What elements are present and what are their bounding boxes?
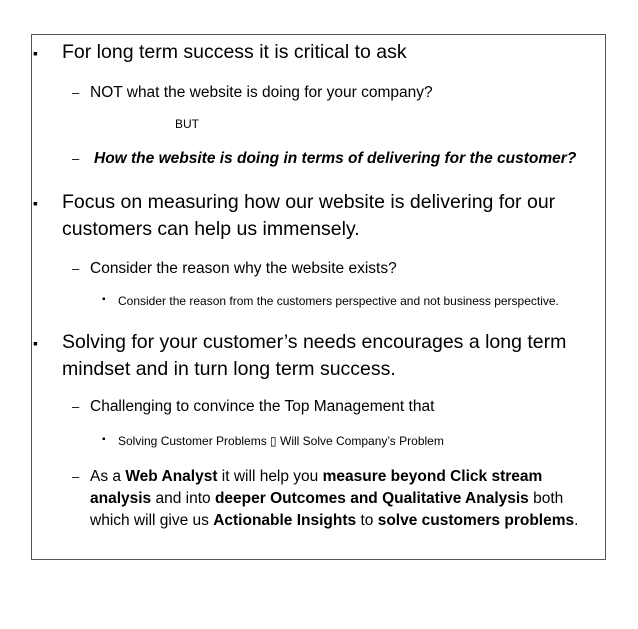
text-run: and into	[151, 490, 215, 507]
item3-sub2-line1	[90, 466, 542, 488]
bullet-icon: ▪	[33, 195, 38, 211]
text-run-bold: analysis	[90, 490, 152, 507]
item3-subsub1: Solving Customer Problems ▯ Will Solve Company’s Problem	[118, 434, 444, 448]
item1-text: For long term success it is critical to ask	[62, 41, 407, 63]
text-run-bold: measure beyond Click stream	[322, 468, 543, 485]
bullet-small-icon: ▪	[102, 294, 106, 305]
dash-icon: –	[72, 151, 80, 166]
item3-line2: mindset and in turn long term success.	[62, 358, 396, 380]
dash-icon: –	[72, 85, 80, 100]
dash-icon: –	[72, 469, 80, 484]
item1-sub2: How the website is doing in terms of delivering for the customer?	[94, 150, 577, 167]
bullet-icon: ▪	[33, 335, 38, 351]
text-run-bold: deeper Outcomes and Qualitative Analysis	[214, 490, 529, 507]
item3-line1: Solving for your customer’s needs encourages a long term	[62, 331, 567, 353]
text-run: which will give us	[90, 512, 214, 529]
text-run: both	[528, 490, 564, 507]
text-run: As a	[90, 468, 126, 485]
item2-line1: Focus on measuring how our website is delivering for our	[62, 191, 556, 213]
text-run: to	[356, 512, 378, 529]
item2-line2: customers can help us immensely.	[62, 218, 360, 240]
item1-but: BUT	[175, 117, 199, 131]
text-run-bold: solve customers problems	[377, 512, 575, 529]
text-run: it will help you	[217, 468, 323, 485]
item3-sub1: Challenging to convince the Top Management that	[90, 398, 435, 415]
item3-sub2-line3	[90, 510, 578, 532]
item1-sub1: NOT what the website is doing for your company?	[90, 84, 433, 101]
text-run-bold: Web Analyst	[125, 468, 218, 485]
text-run-bold: Actionable Insights	[213, 512, 357, 529]
dash-icon: –	[72, 399, 80, 414]
item2-sub1: Consider the reason why the website exists?	[90, 260, 397, 277]
dash-icon: –	[72, 261, 80, 276]
item3-sub2-line2	[90, 488, 563, 510]
text-run: .	[574, 512, 579, 529]
bullet-small-icon: ▪	[102, 434, 106, 445]
item2-subsub1: Consider the reason from the customers perspective and not business perspective.	[118, 294, 559, 308]
bullet-icon: ▪	[33, 45, 38, 61]
